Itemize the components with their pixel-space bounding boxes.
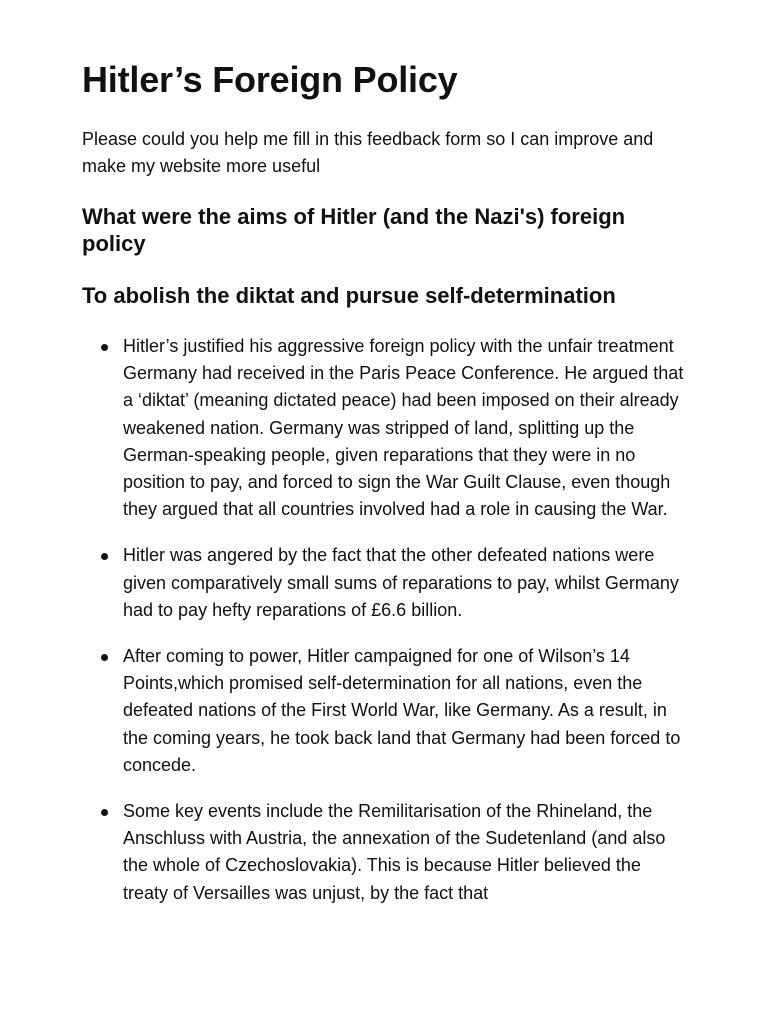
list-item-text: Hitler’s justified his aggressive foreign policy with the unfair treatment Germany had received in the Paris Peace Conference. He argued that a ‘diktat’ (meaning dictated peace) had been imposed on their already weakened nation. Germany was stripped of land, splitting up the German-speaking people, given reparations that they were in no position to pay, and forced to sign the War Guilt Clause, even though they argued that all countries involved had a role in causing the War. bbox=[123, 336, 684, 520]
list-item-text: After coming to power, Hitler campaigned for one of Wilson’s 14 Points,which promised self-determination for all nations, even the defeated nations of the First World War, like Germany. As a result, in the coming years, he took back land that Germany had been forced to concede. bbox=[123, 646, 681, 775]
bullet-dot-icon bbox=[101, 809, 108, 816]
bullet-list bbox=[82, 333, 686, 907]
page-title: Hitler’s Foreign Policy bbox=[82, 59, 458, 100]
bullet-dot-icon bbox=[101, 553, 108, 560]
list-item-text: Some key events include the Remilitarisation of the Rhineland, the Anschluss with Austria, the annexation of the Sudetenland (and also the whole of Czechoslovakia). This is because Hitler believed the treaty of Versailles was unjust, by the fact that bbox=[123, 801, 666, 903]
list-item bbox=[82, 542, 686, 624]
section-heading: What were the aims of Hitler (and the Nazi's) foreign policy bbox=[82, 204, 626, 256]
bullet-dot-icon bbox=[101, 654, 108, 661]
list-item bbox=[82, 798, 686, 907]
bullet-dot-icon bbox=[101, 344, 108, 351]
list-item bbox=[82, 333, 686, 523]
intro-paragraph: Please could you help me fill in this feedback form so I can improve and make my website more useful bbox=[82, 129, 654, 176]
subsection-heading: To abolish the diktat and pursue self-determination bbox=[82, 283, 616, 308]
list-item bbox=[82, 643, 686, 779]
list-item-text: Hitler was angered by the fact that the other defeated nations were given comparatively small sums of reparations to pay, whilst Germany had to pay hefty reparations of £6.6 billion. bbox=[123, 545, 679, 620]
